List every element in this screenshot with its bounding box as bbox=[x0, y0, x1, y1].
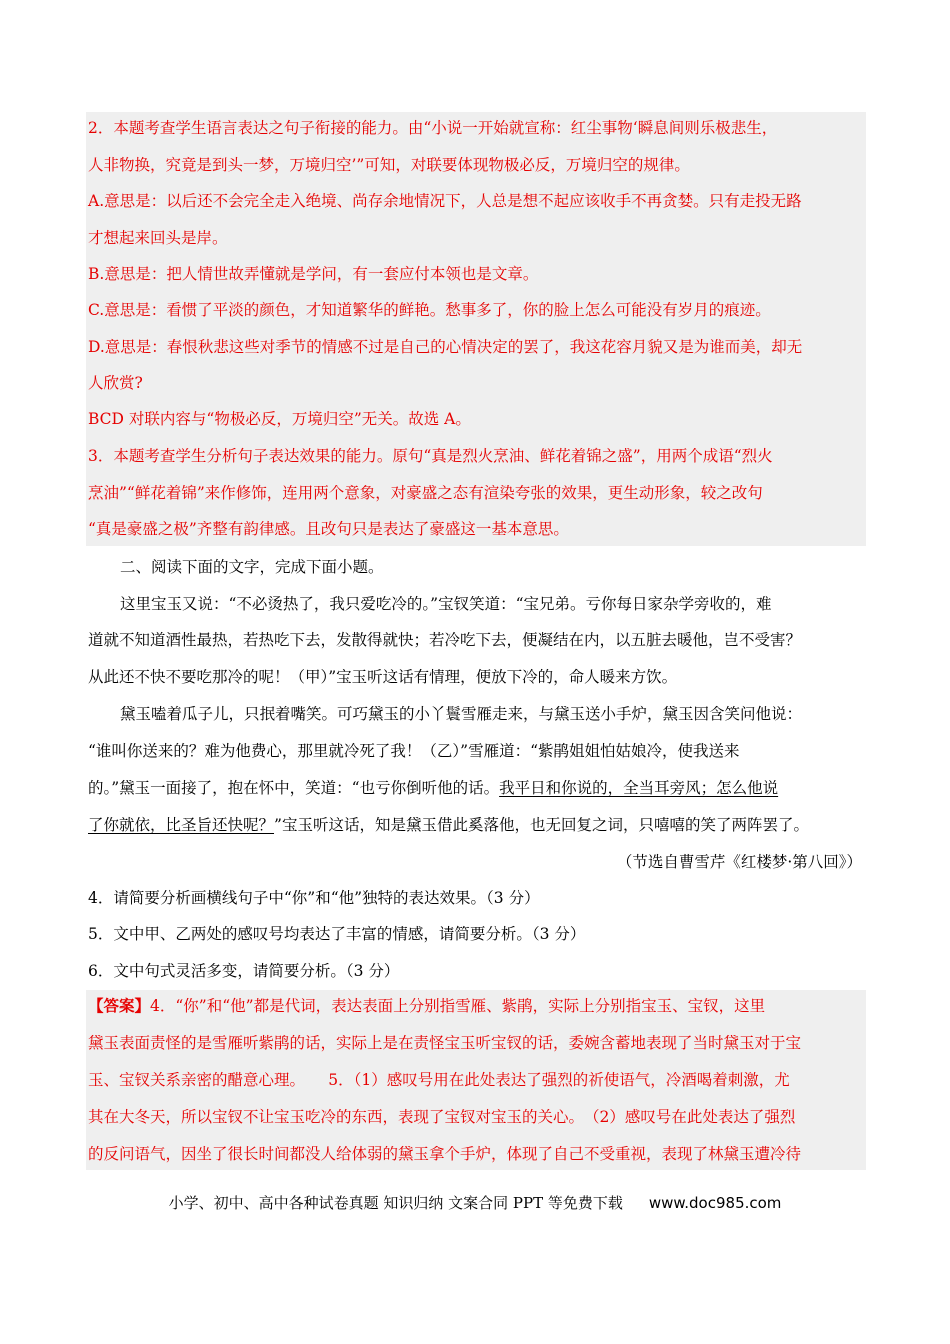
answer-line: “真是豪盛之极”齐整有韵律感。且改句只是表达了豪盛这一基本意思。 bbox=[88, 520, 569, 538]
answer-line: 黛玉表面责怪的是雪雁听紫鹃的话，实际上是在责怪宝玉听宝钗的话，委婉含蓄地表现了当时黛玉对于宝 bbox=[88, 1034, 802, 1052]
answer-line: 烹油”“鲜花着锦”来作修饰，连用两个意象，对豪盛之态有渲染夸张的效果，更生动形象，较之改句 bbox=[88, 484, 763, 502]
answer-line: B.意思是：把人情世故弄懂就是学问，有一套应付本领也是文章。 bbox=[88, 265, 539, 283]
passage-line: 道就不知道酒性最热，若热吃下去，发散得就快；若冷吃下去，便凝结在内，以五脏去暖他，岂不受害？ bbox=[88, 631, 802, 649]
answer-line: A.意思是：以后还不会完全走入绝境、尚存余地情况下，人总是想不起应该收手不再贪婪。只有走投无路 bbox=[88, 192, 802, 210]
passage-line bbox=[88, 815, 809, 835]
answer-line: 3．本题考查学生分析句子表达效果的能力。原句“真是烈火烹油、鲜花着锦之盛”，用两个成语“烈火 bbox=[88, 447, 773, 465]
answer-line: 的反问语气，因坐了很长时间都没人给体弱的黛玉拿个手炉，体现了自己不受重视，表现了林黛玉遭冷待 bbox=[88, 1145, 802, 1163]
footer-site-link[interactable]: www.doc985.com bbox=[648, 1194, 782, 1212]
answer-line: 玉、宝钗关系亲密的醋意心理。 5．（1）感叹号用在此处表达了强烈的祈使语气，冷酒喝着刺激，尤 bbox=[88, 1071, 790, 1089]
underlined-sentence: 了你就依，比圣旨还快呢？ bbox=[88, 816, 275, 834]
question-5: 5．文中甲、乙两处的感叹号均表达了丰富的情感，请简要分析。（3 分） bbox=[88, 925, 586, 943]
answer-line: 才想起来回头是岸。 bbox=[88, 229, 228, 247]
section-heading: 二、阅读下面的文字，完成下面小题。 bbox=[120, 558, 384, 576]
answer-line: 2．本题考查学生语言表达之句子衔接的能力。由“小说一开始就宣称：红尘事物‘瞬息间则乐极悲生， bbox=[88, 119, 778, 137]
answer-line: 人非物换，究竟是到头一梦，万境归空’”可知，对联要体现物极必反，万境归空的规律。 bbox=[88, 156, 690, 174]
answer-label: 【答案】 bbox=[88, 996, 151, 1015]
passage-line: 黛玉嗑着瓜子儿，只抿着嘴笑。可巧黛玉的小丫鬟雪雁走来，与黛玉送小手炉，黛玉因含笑问他说： bbox=[120, 705, 803, 723]
question-6: 6．文中句式灵活多变，请简要分析。（3 分） bbox=[88, 962, 400, 980]
passage-line: “谁叫你送来的？难为他费心，那里就冷死了我！（乙）”雪雁道：“紫鹃姐姐怕姑娘冷，使我送来 bbox=[88, 742, 740, 760]
answer-line bbox=[88, 996, 765, 1016]
source-citation: （节选自曹雪芹《红楼梦·第八回》） bbox=[616, 853, 862, 871]
passage-line: 从此还不快不要吃那冷的呢！（甲）”宝玉听这话有情理，便放下冷的，命人暖来方饮。 bbox=[88, 668, 678, 686]
page-footer bbox=[0, 1192, 950, 1213]
answer-line: BCD 对联内容与“物极必反，万境归空”无关。故选 A。 bbox=[88, 410, 471, 428]
question-4: 4．请简要分析画横线句子中“你”和“他”独特的表达效果。（3 分） bbox=[88, 889, 540, 907]
answer-shaded-block bbox=[86, 112, 866, 546]
passage-line: 这里宝玉又说：“不必烫热了，我只爱吃冷的。”宝钗笑道：“宝兄弟。亏你每日家杂学旁收的，难 bbox=[120, 595, 772, 613]
answer-line: C.意思是：看惯了平淡的颜色，才知道繁华的鲜艳。愁事多了，你的脸上怎么可能没有岁月的痕迹。 bbox=[88, 301, 771, 319]
answer-line: 其在大冬天，所以宝钗不让宝玉吃冷的东西，表现了宝钗对宝玉的关心。 （2）感叹号在此处表达了强烈 bbox=[88, 1108, 796, 1126]
answer-line: 人欣赏? bbox=[88, 374, 143, 392]
underlined-sentence: 我平日和你说的，全当耳旁风；怎么他说 bbox=[499, 779, 779, 797]
passage-text: ”宝玉听这话，知是黛玉借此奚落他，也无回复之词，只嘻嘻的笑了两阵罢了。 bbox=[274, 816, 809, 834]
passage-text: 的。”黛玉一面接了，抱在怀中，笑道：“也亏你倒听他的话。 bbox=[88, 779, 500, 797]
footer-text: 小学、初中、高中各种试卷真题 知识归纳 文案合同 PPT 等免费下载 bbox=[168, 1194, 623, 1212]
answer-line: D.意思是：春恨秋悲这些对季节的情感不过是自己的心情决定的罢了，我这花容月貌又是为谁而美，却无 bbox=[88, 338, 803, 356]
answer-text: 4．“你”和“他”都是代词，表达表面上分别指雪雁、紫鹃，实际上分别指宝玉、宝钗，这里 bbox=[150, 997, 766, 1015]
passage-line bbox=[88, 778, 778, 798]
